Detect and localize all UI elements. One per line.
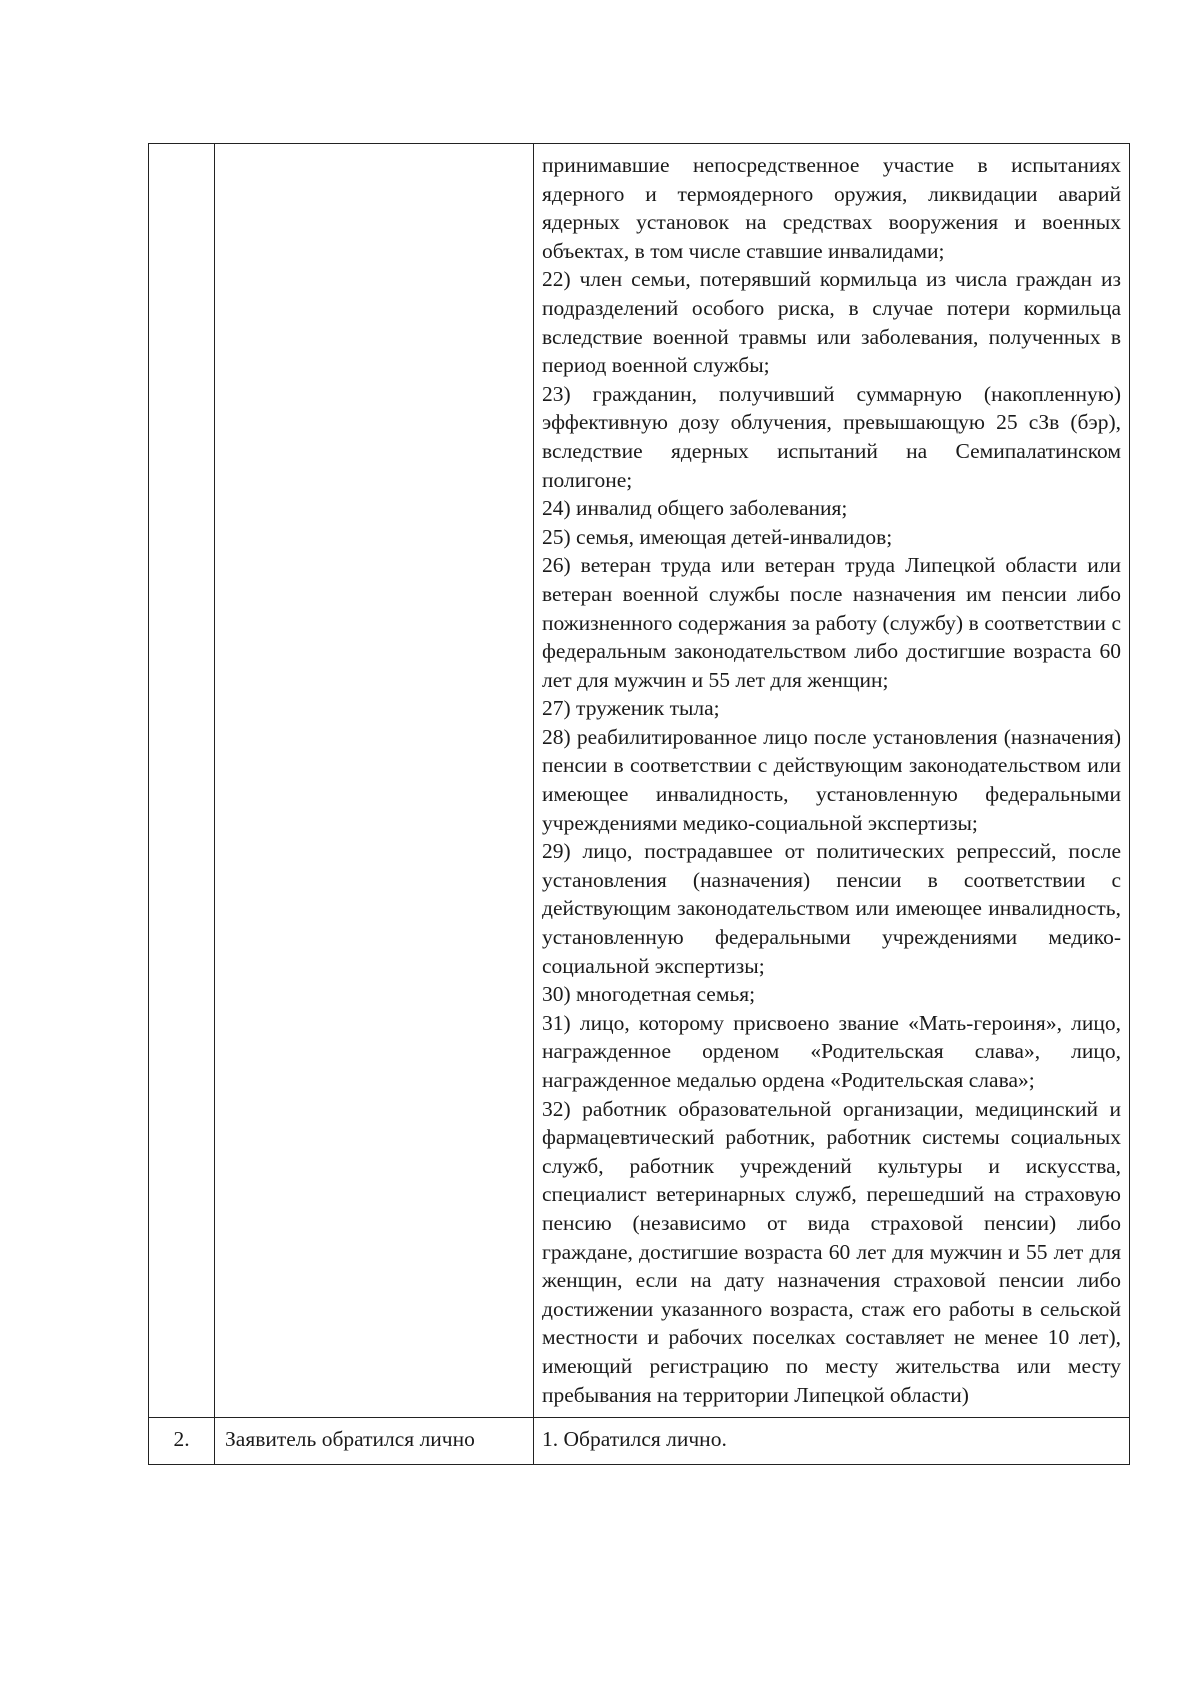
paragraph: 26) ветеран труда или ветеран труда Липецкой области или ветеран военной службы после назначения им пенсии либо пожизненного содержания за работу (службу) в соответствии с федеральным законодательством либо достигшие возраста 60 лет для мужчин и 55 лет для женщин; [542, 553, 1121, 692]
table-row-2 [149, 1418, 1130, 1465]
row-text-cell [534, 144, 1130, 1418]
paragraph: 23) гражданин, получивший суммарную (накопленную) эффективную дозу облучения, превышающую 25 сЗв (бэр), вследствие ядерных испытаний на Семипалатинском полигоне; [542, 381, 1121, 492]
paragraph: 30) многодетная семья; [542, 982, 756, 1007]
paragraph: 31) лицо, которому присвоено звание «Мать-героиня», лицо, награжденное орденом «Родительская слава», лицо, награжденное медалью ордена «Родительская слава»; [542, 1010, 1121, 1092]
document-table [148, 143, 1130, 1465]
row-number-cell [149, 144, 215, 1418]
paragraph: 29) лицо, пострадавшее от политических репрессий, после установления (назначения) пенсии в соответствии с действующим законодательством или имеющее инвалидность, установленную федеральными учреждениями медико-социальной экспертизы; [542, 839, 1121, 978]
paragraph: 32) работник образовательной организации, медицинский и фармацевтический работник, работник системы социальных служб, работник учреждений культуры и искусства, специалист ветеринарных служб, перешедший на страховую пенсию (независимо от вида страховой пенсии) либо граждане, достигшие возраста 60 лет для мужчин и 55 лет для женщин, если на дату назначения страховой пенсии либо достижении указанного возраста, стаж его работы в сельской местности и рабочих поселках составляет не менее 10 лет), имеющий регистрацию по месту жительства или месту пребывания на территории Липецкой области) [542, 1096, 1121, 1407]
row-name-cell [215, 144, 534, 1418]
row-number-cell: 2. [149, 1418, 215, 1465]
row-name-cell: Заявитель обратился лично [215, 1418, 534, 1465]
paragraph: 24) инвалид общего заболевания; [542, 496, 848, 521]
paragraph: принимавшие непосредственное участие в испытаниях ядерного и термоядерного оружия, ликвидации аварий ядерных установок на средствах вооружения и военных объектах, в том числе ставшие инвалидами; [542, 153, 1121, 263]
row-text-cell: 1. Обратился лично. [534, 1418, 1130, 1465]
paragraph: 25) семья, имеющая детей-инвалидов; [542, 524, 893, 549]
paragraph: 22) член семьи, потерявший кормильца из числа граждан из подразделений особого риска, в случае потери кормильца вследствие военной травмы или заболевания, полученных в период военной службы; [542, 267, 1121, 378]
table-row-continuation [149, 144, 1130, 1418]
paragraph: 28) реабилитированное лицо после установления (назначения) пенсии в соответствии с действующим законодательством или имеющее инвалидность, установленную федеральными учреждениями медико-социальной экспертизы; [542, 724, 1121, 835]
paragraph: 27) труженик тыла; [542, 696, 720, 721]
